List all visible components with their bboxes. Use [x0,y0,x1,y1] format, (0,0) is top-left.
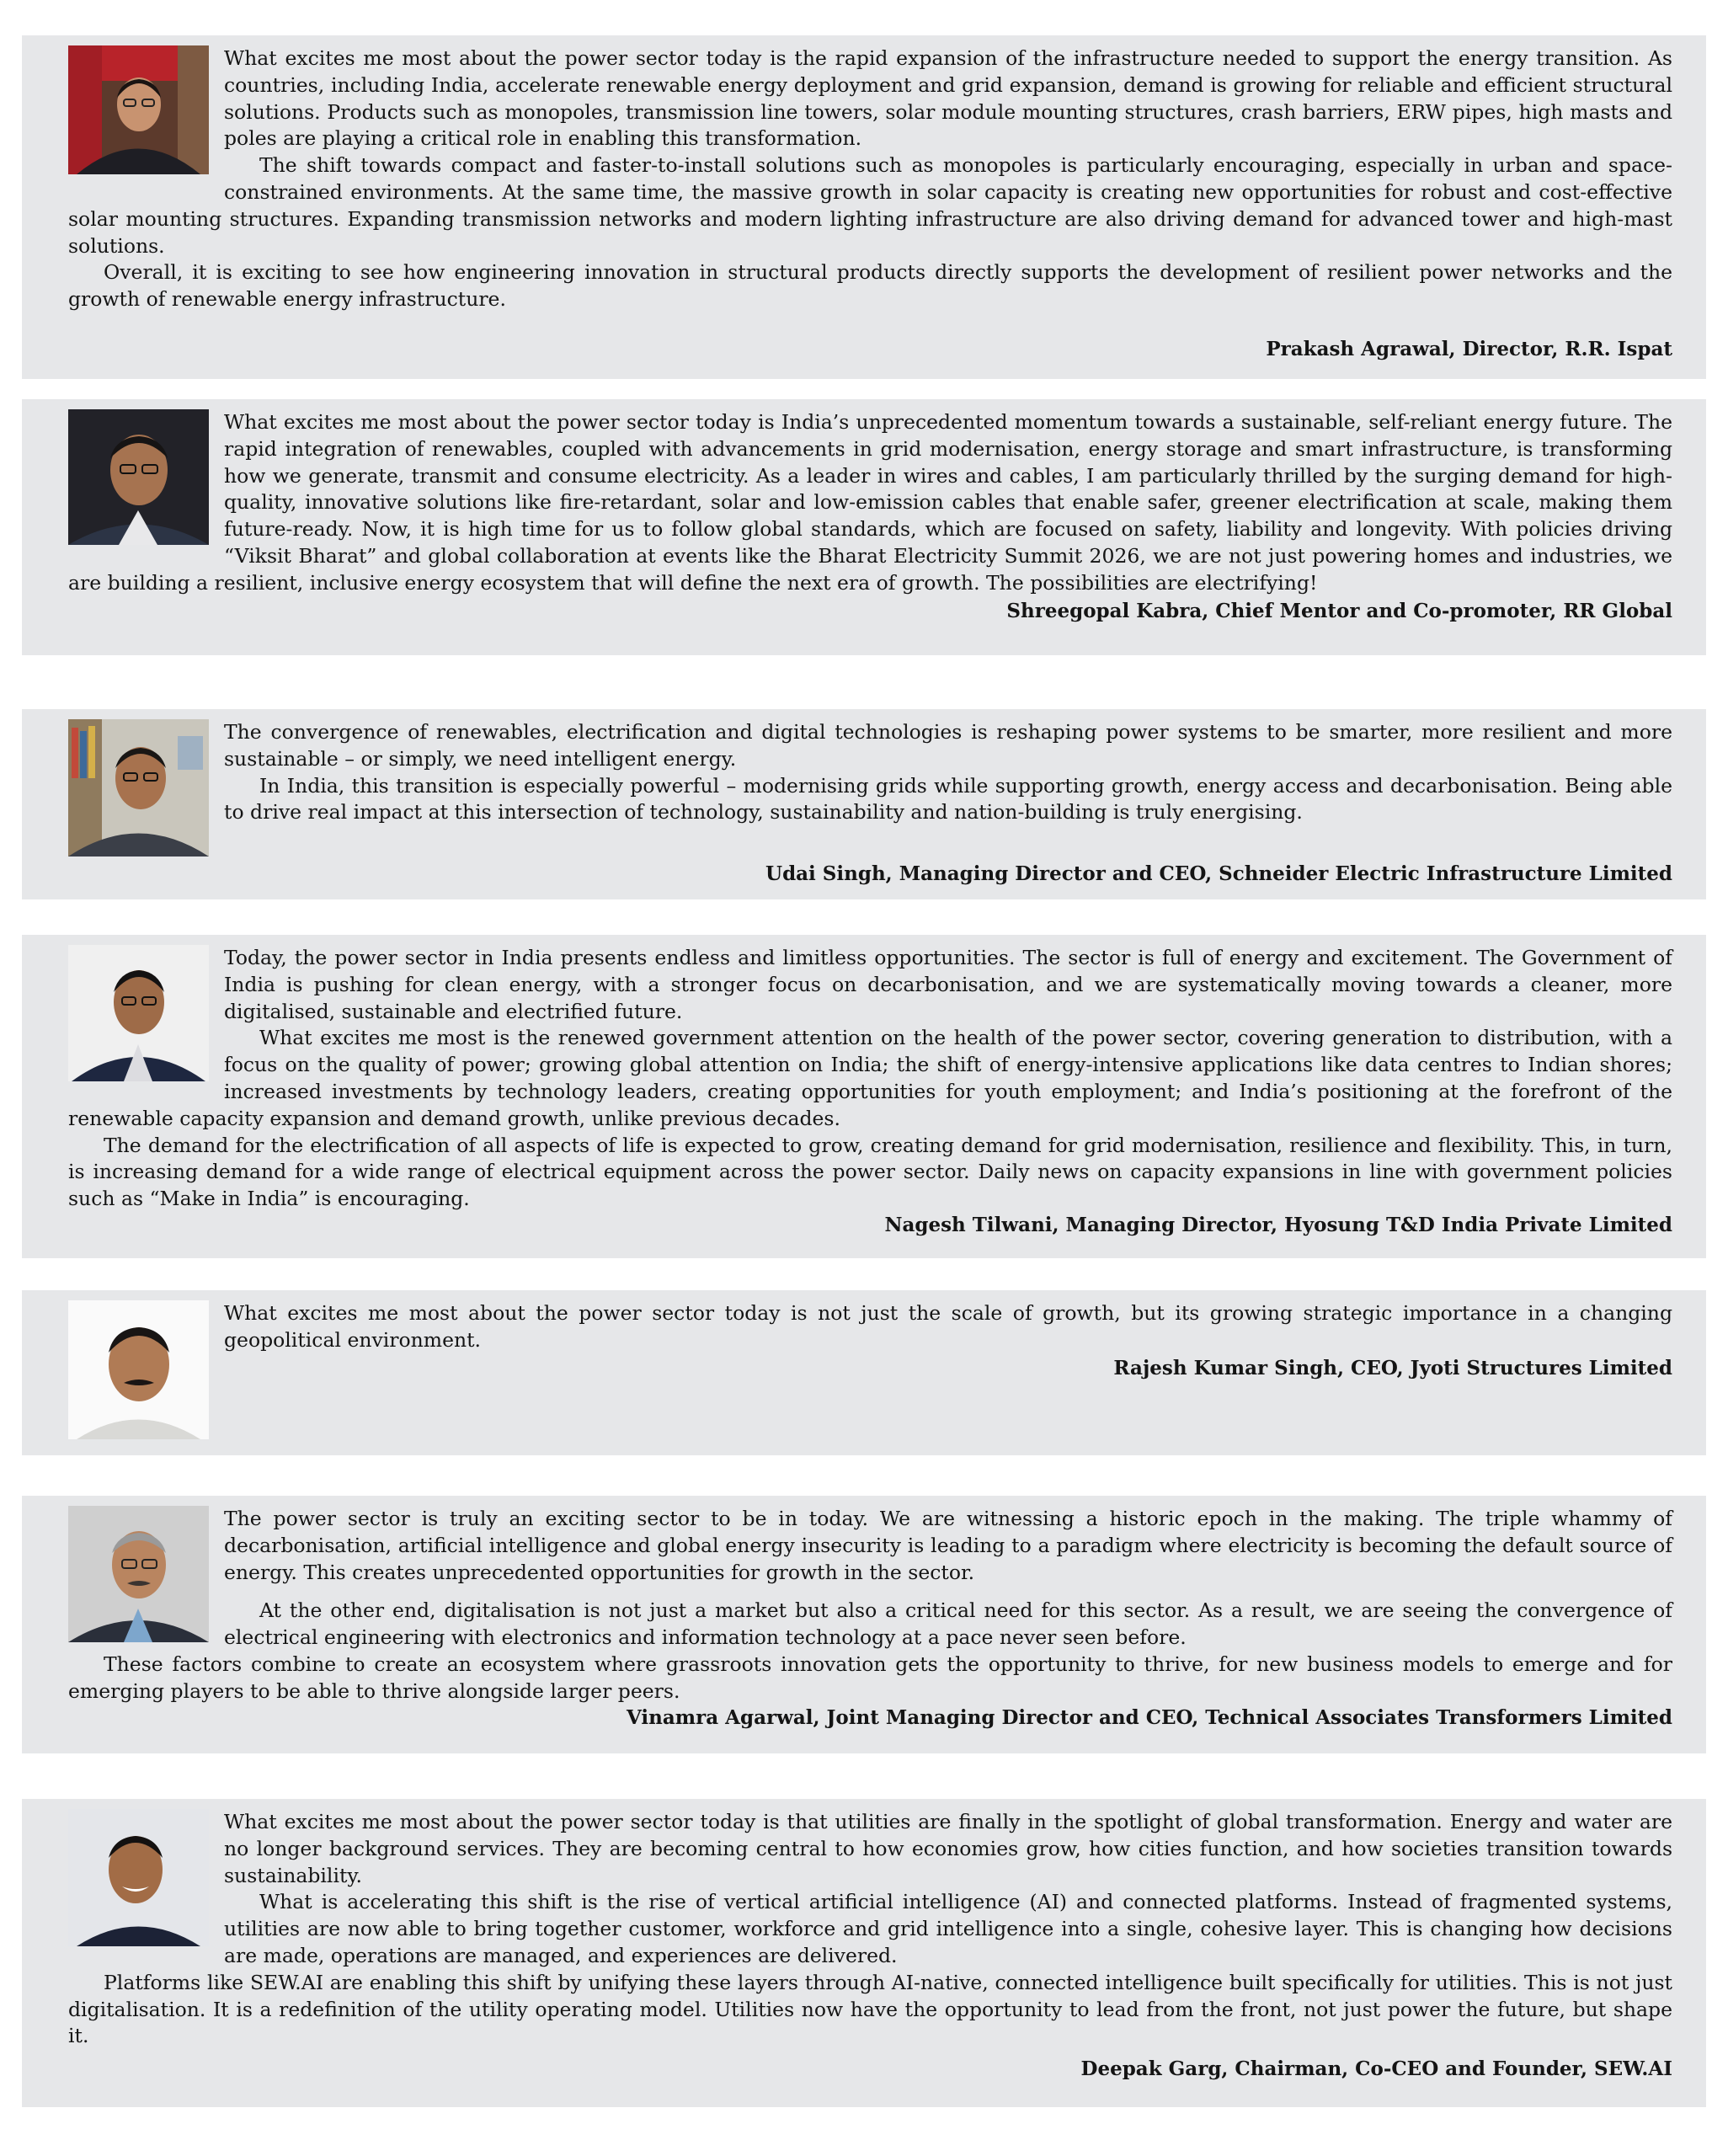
quote-paragraph: What excites me most about the power sector today is India’s unprecedented momentum towards a sustainable, self-reliant energy future. The rapid integration of renewables, coupled with advancements in grid modernisation, energy storage and smart infrastructure, is transforming how we generate, transmit and consume electricity. As a leader in wires and cables, I am particularly thrilled by the surging demand for high-quality, innovative solutions like fire-retardant, solar and low-emission cables that enable safer, greener electrification at scale, making them future-ready. Now, it is high time for us to follow global standards, which are focused on safety, liability and longevity. With policies driving “Viksit Bharat” and global collaboration at events like the Bharat Electricity Summit 2026, we are not just powering homes and industries, we are building a resilient, inclusive energy ecosystem that will define the next era of growth. The possibilities are electrifying! [68,410,1672,595]
quote-paragraph: What is accelerating this shift is the rise of vertical artificial intelligence (AI) and connected platforms. Instead of fragmented systems, utilities are now able to bring together customer, workforce and grid intelligence into a single, cohesive layer. This is changing how decisions are made, operations are managed, and experiences are delivered. [224,1890,1672,1967]
quote-card-rajesh-kumar-singh [22,1290,1706,1455]
quote-text [68,1809,1672,2050]
quote-paragraph: In India, this transition is especially powerful – modernising grids while supporting growth, energy access and decarbonisation. Being able to drive real impact at this intersection of technology, sustainability and nation-building is truly energising. [224,773,1672,825]
quote-paragraph: Platforms like SEW.AI are enabling this shift by unifying these layers through AI-native, connected intelligence built specifically for utilities. This is not just digitalisation. It is a redefinition of the utility operating model. Utilities now have the opportunity to lead from the front, not just power the future, but shape it. [68,1970,1672,2048]
quote-card-shreegopal-kabra [22,399,1706,655]
portrait-photo [68,45,209,174]
quote-text [68,1300,1672,1354]
quote-signature: Nagesh Tilwani, Managing Director, Hyosung T&D India Private Limited [884,1213,1672,1236]
portrait-photo [68,1809,209,1946]
quote-card-nagesh-tilwani [22,935,1706,1258]
portrait-photo [68,1506,209,1642]
quote-paragraph: These factors combine to create an ecosystem where grassroots innovation gets the opportunity to thrive, for new business models to emerge and for emerging players to be able to thrive alongside larger peers. [68,1652,1672,1703]
quote-card-deepak-garg [22,1799,1706,2107]
quote-paragraph: The demand for the electrification of all aspects of life is expected to grow, creating demand for grid modernisation, resilience and flexibility. This, in turn, is increasing demand for a wide range of electrical equipment across the power sector. Daily news on capacity expansions in line with government policies such as “Make in India” is encouraging. [68,1133,1672,1211]
quote-signature: Deepak Garg, Chairman, Co-CEO and Founder, SEW.AI [1080,2057,1672,2081]
quote-signature: Rajesh Kumar Singh, CEO, Jyoti Structures Limited [1113,1356,1672,1380]
quote-paragraph: The convergence of renewables, electrification and digital technologies is reshaping power systems to be smarter, more resilient and more sustainable – or simply, we need intelligent energy. [224,720,1672,771]
quote-signature: Udai Singh, Managing Director and CEO, Schneider Electric Infrastructure Limited [765,862,1672,885]
quote-signature: Prakash Agrawal, Director, R.R. Ispat [1266,337,1672,360]
quote-text [68,719,1672,826]
quote-text [68,45,1672,313]
quote-signature: Vinamra Agarwal, Joint Managing Director and CEO, Technical Associates Transformers Limited [626,1705,1672,1729]
quote-paragraph: What excites me most is the renewed government attention on the health of the power sector, covering generation to distribution, with a focus on the quality of power; growing global attention on India; the shift of energy-intensive applications like data centres to Indian shores; increased investments by technology leaders, creating opportunities for youth employment; and India’s positioning at the forefront of the renewable capacity expansion and demand growth, unlike previous decades. [68,1026,1672,1130]
quote-card-prakash-agrawal [22,35,1706,379]
quote-paragraph: What excites me most about the power sector today is not just the scale of growth, but its growing strategic importance in a changing geopolitical environment. [224,1301,1672,1352]
quote-text [68,409,1672,597]
quote-paragraph: The shift towards compact and faster-to-install solutions such as monopoles is particularly encouraging, especially in urban and space-constrained environments. At the same time, the massive growth in solar capacity is creating new opportunities for robust and cost-effective solar mounting structures. Expanding transmission networks and modern lighting infrastructure are also driving demand for advanced tower and high-mast solutions. [68,153,1672,258]
portrait-photo [68,409,209,545]
quote-paragraph: Today, the power sector in India presents endless and limitless opportunities. The sector is full of energy and excitement. The Government of India is pushing for clean energy, with a stronger focus on decarbonisation, and we are systematically moving towards a cleaner, more digitalised, sustainable and electrified future. [224,946,1672,1023]
quote-text [68,1506,1672,1705]
portrait-photo [68,945,209,1081]
quote-paragraph: What excites me most about the power sector today is the rapid expansion of the infrastructure needed to support the energy transition. As countries, including India, accelerate renewable energy deployment and grid expansion, demand is growing for reliable and efficient structural solutions. Products such as monopoles, transmission line towers, solar module mounting structures, crash barriers, ERW pipes, high masts and poles are playing a critical role in enabling this transformation. [224,46,1672,151]
quote-card-udai-singh [22,709,1706,899]
quote-card-vinamra-agarwal [22,1496,1706,1753]
quote-signature: Shreegopal Kabra, Chief Mentor and Co-promoter, RR Global [1006,599,1672,622]
quote-paragraph: Overall, it is exciting to see how engineering innovation in structural products directly supports the development of resilient power networks and the growth of renewable energy infrastructure. [68,260,1672,312]
quote-text [68,945,1672,1213]
quote-paragraph: What excites me most about the power sector today is that utilities are finally in the spotlight of global transformation. Energy and water are no longer background services. They are becoming central to how economies grow, how cities function, and how societies transition towards sustainability. [224,1810,1672,1887]
portrait-photo [68,719,209,857]
portrait-photo [68,1300,209,1439]
quote-paragraph: The power sector is truly an exciting sector to be in today. We are witnessing a historic epoch in the making. The triple whammy of decarbonisation, artificial intelligence and global energy insecurity is leading to a paradigm where electricity is becoming the default source of energy. This creates unprecedented opportunities for growth in the sector. [224,1507,1672,1584]
quote-paragraph: At the other end, digitalisation is not just a market but also a critical need for this sector. As a result, we are seeing the convergence of electrical engineering with electronics and information technology at a pace never seen before. [224,1598,1672,1650]
